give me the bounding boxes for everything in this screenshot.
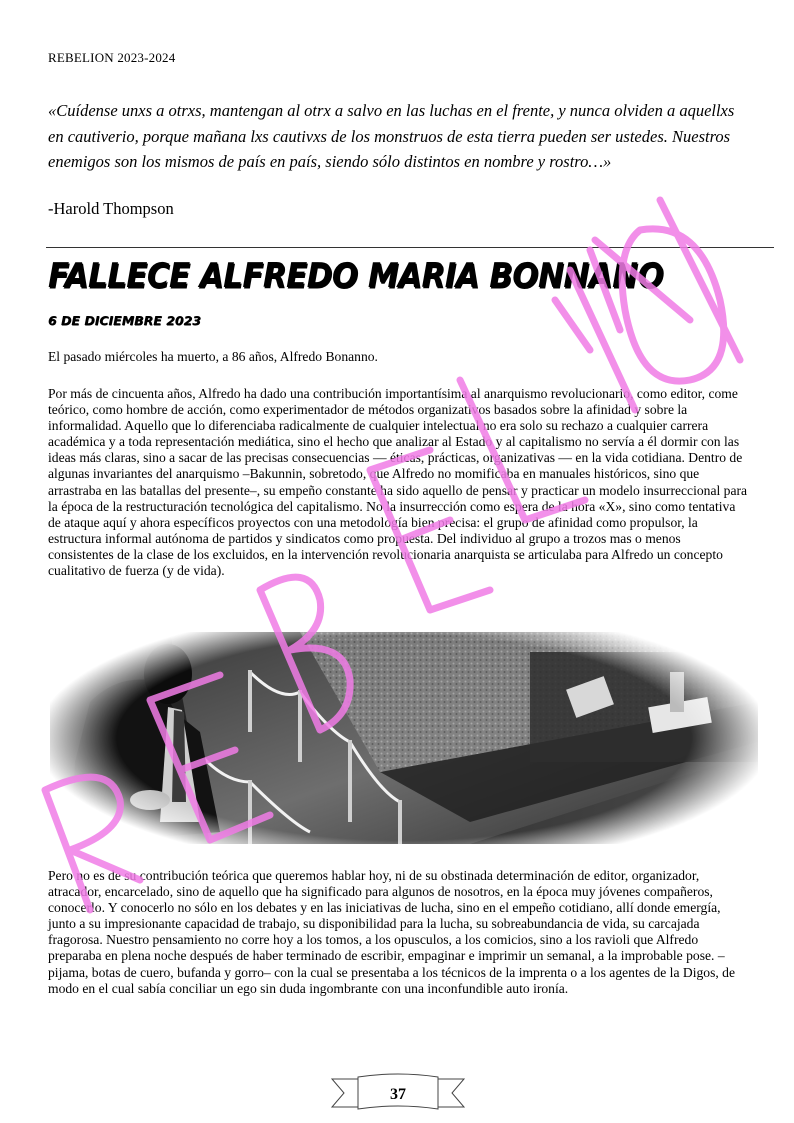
page-number: 37 xyxy=(390,1086,406,1103)
watermark-text: REBELION xyxy=(0,0,5,1)
article-date: 6 DE DICIEMBRE 2023 xyxy=(48,313,201,328)
article-title: FALLECE ALFREDO MARIA BONNANO xyxy=(48,257,664,296)
courtroom-photo-illustration xyxy=(50,632,758,844)
article-paragraph-2: Por más de cincuenta años, Alfredo ha dado una contribución importantísima al anarquismo revolucionario, como editor, come teórico, como hombre de acción, como experimentador de métodos organizativos basados sobre la afinidad y sobre la informalidad. Aquello que lo diferenciaba radicalmente de cualquier intelectual no era solo su rechazo a cualquier carrera académica y a toda representación mediática, sino el hecho que analizar al Estado y al capitalismo no servía a él dormir con las ideas más claras, sino a sacar de las precisas consecuencias — éticas, prácticas, organizativas — en la vida cotidiana. Dentro de algunas invariantes del anarquismo –Bakunnin, sobretodo, que Alfredo no momificaba en manuales históricos, sino que arrastraba en las batallas del presente–, su empeño constante ha sido aquello de pensar y practicar un modelo insurreccional para la época de la restructuración tecnológica del capitalismo. No la insurrección como espera de la hora «X», sino como tentativa de ataque aquí y ahora específicos proyectos con una metodología bien precisa: el grupo de afinidad como propulsor, la estructura informal autónoma de partidos y sindicatos como propuesta. Del individuo al grupo a trozos mas o menos consistentes de la clase de los excluidos, en la intervención revolucionaria anarquista se articulaba para Alfredo un concepto cualitativo de fuerza (y de vida). xyxy=(48,386,748,579)
page-number-banner xyxy=(330,1073,466,1113)
article-photo xyxy=(50,632,758,844)
quote-author: -Harold Thompson xyxy=(48,199,174,218)
opening-quote: «Cuídense unxs a otrxs, mantengan al otrx a salvo en las luchas en el frente, y nunca olviden a aquellxs en cautiverio, porque mañana lxs cautivxs de los monstruos de esta tierra pueden ser ustedes. Nuestros enemigos son los mismos de país en país, siendo sólo distintos en nombre y rostro…» xyxy=(48,101,735,171)
article-paragraph-1: El pasado miércoles ha muerto, a 86 años, Alfredo Bonanno. xyxy=(48,349,378,364)
section-divider xyxy=(46,247,774,248)
page-header: REBELION 2023-2024 xyxy=(48,50,176,65)
article-paragraph-3: Pero no es de su contribución teórica que queremos hablar hoy, ni de su obstinada determinación de editor, organizador, atracador, encarcelado, sino de aquello que ha significado para algunos de nosotros, en la época muy jóvenes compañeros, conocerlo. Y conocerlo no sólo en los debates y en las iniciativas de lucha, sino en el empeño cotidiano, allí donde emergía, junto a su impresionante capacidad de trabajo, su disponibilidad para la lucha, su sobreabundancia de vida, su carcajada fragorosa. Nuestro pensamiento no corre hoy a los tomos, a los opusculos, a los comicios, sino a los ravioli que Alfredo preparaba en plena noche después de haber terminado de escribir, empaginar e imprimir un semanal, a la improbable pose. –pijama, botas de cuero, bufanda y gorro– con la cual se presentaba a los técnicos de la imprenta o a los agentes de la Digos, de modo en el cual sabía conciliar un ego sin duda ingombrante con una inconfundible auto ironía. xyxy=(48,868,735,996)
